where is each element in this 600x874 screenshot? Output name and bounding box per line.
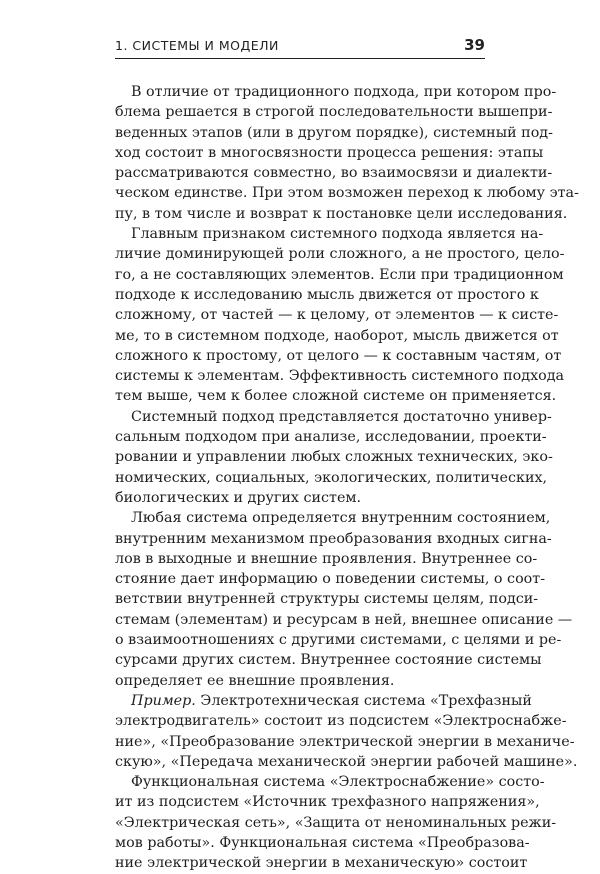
text-line: лов в выходные и внешние проявления. Внутреннее со- (115, 550, 538, 567)
text-line: подходе к исследованию мысль движется от простого к (115, 286, 539, 303)
text-line: тем выше, чем к более сложной системе он применяется. (115, 388, 557, 405)
text-line: ческом единстве. При этом возможен переход к любому эта- (115, 185, 579, 202)
text-line: сложному, от частей — к целому, от элементов — к систе- (115, 307, 559, 324)
text-line: стемам (элементам) и ресурсам в ней, внешнее описание — (115, 611, 573, 628)
example-lead: Пример. (131, 692, 196, 709)
text-line (115, 691, 532, 711)
paragraph (115, 407, 553, 508)
text-line: ход состоит в многосвязности процесса решения: этапы (115, 144, 544, 161)
example-lead-rest: Электротехническая система «Трехфазный (195, 692, 532, 709)
text-line: о взаимоотношениях с другими системами, с целями и ре- (115, 632, 562, 649)
text-line: рассматриваются совместно, во взаимосвязи и диалекти- (115, 165, 553, 182)
paragraph (115, 82, 579, 224)
text-line: пу, в том числе и возврат к постановке цели исследования. (115, 205, 568, 222)
text-line: стояние дает информацию о поведении системы, о соот- (115, 571, 546, 588)
text-line: Главным признаком системного подхода является на- (131, 226, 544, 243)
page-number: 39 (464, 36, 485, 54)
chapter-title: 1. СИСТЕМЫ И МОДЕЛИ (115, 38, 279, 53)
text-line: скую», «Передача механической энергии рабочей машине». (115, 753, 578, 770)
example-paragraph (115, 691, 578, 772)
text-line: го, а не составляющих элементов. Если при традиционном (115, 266, 564, 283)
text-line: номических, социальных, экологических, политических, (115, 469, 548, 486)
paragraph (115, 772, 557, 873)
text-line: Функциональная система «Электроснабжение» состо- (131, 774, 545, 791)
text-line: определяет ее внешние проявления. (115, 672, 395, 689)
text-line: мов работы». Функциональная система «Преобразова- (115, 834, 530, 851)
running-head (115, 36, 485, 59)
text-line: личие доминирующей роли сложного, а не простого, цело- (115, 246, 565, 263)
text-line: ние», «Преобразование электрической энергии в механиче- (115, 733, 575, 750)
text-line: системы к элементам. Эффективность системного подхода (115, 368, 565, 385)
text-line: блема решается в строгой последовательности вышепри- (115, 104, 553, 121)
text-line: электродвигатель» состоит из подсистем «Электроснабже- (115, 713, 567, 730)
text-line: сальным подходом при анализе, исследовании, проекти- (115, 429, 547, 446)
text-line: ние электрической энергии в механическую» состоит (115, 855, 528, 872)
text-line: «Электрическая сеть», «Защита от неноминальных режи- (115, 814, 557, 831)
text-line: внутренним механизмом преобразования входных сигна- (115, 530, 552, 547)
text-line: ме, то в системном подходе, наоборот, мысль движется от (115, 327, 559, 344)
paragraph (115, 224, 565, 407)
text-line: веденных этапов (или в другом порядке), системный под- (115, 124, 553, 141)
text-line: биологических и других систем. (115, 489, 362, 506)
body-text (115, 82, 579, 874)
text-line: сурсами других систем. Внутреннее состояние системы (115, 652, 542, 669)
text-line: В отличие от традиционного подхода, при котором про- (131, 84, 557, 100)
text-line: Системный подход представляется достаточно универ- (131, 408, 552, 425)
text-line: Любая система определяется внутренним состоянием, (131, 510, 551, 527)
paragraph (115, 508, 573, 691)
text-line: ит из подсистем «Источник трехфазного напряжения», (115, 794, 540, 811)
text-line: ровании и управлении любых сложных технических, эко- (115, 449, 553, 466)
text-line: сложного к простому, от целого — к составным частям, от (115, 347, 562, 364)
text-line: ветствии внутренней структуры системы целям, подси- (115, 591, 539, 608)
